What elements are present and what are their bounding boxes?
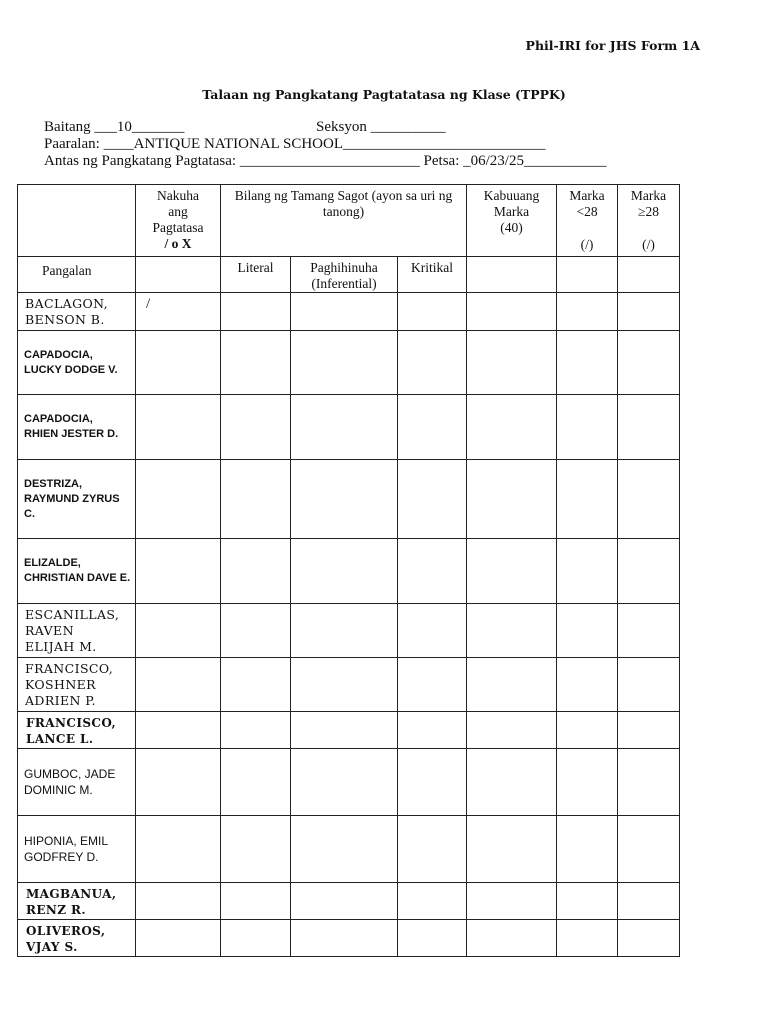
header-paghihinuha: Paghihinuha (Inferential) xyxy=(291,257,398,293)
kabuuang-cell[interactable] xyxy=(467,883,557,920)
paghihinuha-cell[interactable] xyxy=(291,604,398,658)
table-row xyxy=(18,331,680,395)
header-row-2 xyxy=(18,257,680,293)
student-name: GUMBOC, JADE DOMINIC M. xyxy=(18,749,136,816)
header-blank-2 xyxy=(136,257,221,293)
kritikal-cell[interactable] xyxy=(398,395,467,460)
marka-below-28-cell[interactable] xyxy=(557,816,618,883)
marka-below-28-cell[interactable] xyxy=(557,395,618,460)
literal-cell[interactable] xyxy=(221,712,291,749)
table-row xyxy=(18,395,680,460)
kritikal-cell[interactable] xyxy=(398,749,467,816)
header-row-1 xyxy=(18,185,680,257)
table-row xyxy=(18,658,680,712)
table-row xyxy=(18,920,680,957)
marka-28-above-cell[interactable] xyxy=(618,395,680,460)
table-row xyxy=(18,539,680,604)
paaralan-label: Paaralan: xyxy=(44,136,104,152)
literal-cell[interactable] xyxy=(221,816,291,883)
baitang-value: ___10_______ xyxy=(94,119,185,135)
kritikal-cell[interactable] xyxy=(398,816,467,883)
marka-28-above-cell[interactable] xyxy=(618,712,680,749)
kritikal-cell[interactable] xyxy=(398,604,467,658)
marka-below-28-cell[interactable] xyxy=(557,539,618,604)
marka-28-above-cell[interactable] xyxy=(618,749,680,816)
literal-cell[interactable] xyxy=(221,331,291,395)
header-literal: Literal xyxy=(221,257,291,293)
marka-28-above-cell[interactable] xyxy=(618,920,680,957)
marka-28-above-cell[interactable] xyxy=(618,604,680,658)
literal-cell[interactable] xyxy=(221,883,291,920)
literal-cell[interactable] xyxy=(221,539,291,604)
paghihinuha-cell[interactable] xyxy=(291,712,398,749)
student-name: ESCANILLAS, RAVEN ELIJAH M. xyxy=(18,604,136,658)
nakuha-cell[interactable] xyxy=(136,749,221,816)
paghihinuha-cell[interactable] xyxy=(291,920,398,957)
literal-cell[interactable] xyxy=(221,460,291,539)
marka-below-28-cell[interactable] xyxy=(557,658,618,712)
literal-cell[interactable] xyxy=(221,604,291,658)
table-row xyxy=(18,604,680,658)
table-row xyxy=(18,712,680,749)
kabuuang-cell[interactable] xyxy=(467,460,557,539)
table-row xyxy=(18,293,680,331)
marka-below-28-cell[interactable] xyxy=(557,920,618,957)
antas-value: ________________________ xyxy=(239,153,420,169)
header-kabuuang: Kabuuang Marka (40) xyxy=(467,185,557,257)
header-nakuha: Nakuha ang Pagtatasa / o X xyxy=(136,185,221,257)
table-row xyxy=(18,460,680,539)
kritikal-cell[interactable] xyxy=(398,460,467,539)
marka-28-above-cell[interactable] xyxy=(618,883,680,920)
table-row xyxy=(18,816,680,883)
baitang-label: Baitang xyxy=(44,119,95,135)
paghihinuha-cell[interactable] xyxy=(291,293,398,331)
header-pangalan: Pangalan xyxy=(18,257,136,293)
nakuha-cell[interactable] xyxy=(136,395,221,460)
header-blank-4 xyxy=(557,257,618,293)
kabuuang-cell[interactable] xyxy=(467,539,557,604)
marka-below-28-cell[interactable] xyxy=(557,604,618,658)
table-row xyxy=(18,883,680,920)
nakuha-cell[interactable] xyxy=(136,712,221,749)
nakuha-cell[interactable] xyxy=(136,331,221,395)
kabuuang-cell[interactable] xyxy=(467,293,557,331)
paaralan-value: ____ANTIQUE NATIONAL SCHOOL___________________________ xyxy=(103,136,546,152)
literal-cell[interactable] xyxy=(221,293,291,331)
paghihinuha-cell[interactable] xyxy=(291,460,398,539)
kabuuang-cell[interactable] xyxy=(467,331,557,395)
kritikal-cell[interactable] xyxy=(398,920,467,957)
marka-28-above-cell[interactable] xyxy=(618,539,680,604)
literal-cell[interactable] xyxy=(221,749,291,816)
marka-28-above-cell[interactable] xyxy=(618,460,680,539)
nakuha-cell[interactable] xyxy=(136,539,221,604)
header-bilang: Bilang ng Tamang Sagot (ayon sa uri ng tanong) xyxy=(221,185,467,257)
marka-below-28-cell[interactable] xyxy=(557,712,618,749)
literal-cell[interactable] xyxy=(221,658,291,712)
form-id: Phil-IRI for JHS Form 1A xyxy=(525,38,700,53)
paghihinuha-cell[interactable] xyxy=(291,658,398,712)
student-name: FRANCISCO, KOSHNER ADRIEN P. xyxy=(18,658,136,712)
student-name: FRANCISCO, LANCE L. xyxy=(18,712,136,749)
header-marka-28-above: Marka ≥28 (/) xyxy=(618,185,680,257)
kritikal-cell[interactable] xyxy=(398,331,467,395)
antas-label: Antas ng Pangkatang Pagtatasa: xyxy=(44,153,240,169)
header-kritikal: Kritikal xyxy=(398,257,467,293)
paghihinuha-cell[interactable] xyxy=(291,331,398,395)
kritikal-cell[interactable] xyxy=(398,712,467,749)
antas-line xyxy=(44,153,606,170)
student-name: HIPONIA, EMIL GODFREY D. xyxy=(18,816,136,883)
student-name: DESTRIZA, RAYMUND ZYRUS C. xyxy=(18,460,136,539)
baitang-line xyxy=(44,119,184,136)
student-name: CAPADOCIA, LUCKY DODGE V. xyxy=(18,331,136,395)
paghihinuha-cell[interactable] xyxy=(291,539,398,604)
kritikal-cell[interactable] xyxy=(398,293,467,331)
kabuuang-cell[interactable] xyxy=(467,920,557,957)
marka-below-28-cell[interactable] xyxy=(557,331,618,395)
kabuuang-cell[interactable] xyxy=(467,658,557,712)
literal-cell[interactable] xyxy=(221,920,291,957)
nakuha-cell[interactable] xyxy=(136,883,221,920)
kritikal-cell[interactable] xyxy=(398,883,467,920)
header-marka-below-28: Marka <28 (/) xyxy=(557,185,618,257)
nakuha-cell[interactable]: / xyxy=(136,293,221,331)
student-name: OLIVEROS, VJAY S. xyxy=(18,920,136,957)
marka-below-28-cell[interactable] xyxy=(557,883,618,920)
kabuuang-cell[interactable] xyxy=(467,604,557,658)
student-name: MAGBANUA, RENZ R. xyxy=(18,883,136,920)
petsa-value: _06/23/25___________ xyxy=(463,153,607,169)
paghihinuha-cell[interactable] xyxy=(291,749,398,816)
nakuha-cell[interactable] xyxy=(136,920,221,957)
header-blank-3 xyxy=(467,257,557,293)
student-name: ELIZALDE, CHRISTIAN DAVE E. xyxy=(18,539,136,604)
tppk-table xyxy=(17,184,680,957)
table-row xyxy=(18,749,680,816)
kritikal-cell[interactable] xyxy=(398,658,467,712)
seksyon-value: __________ xyxy=(370,119,446,135)
marka-below-28-cell[interactable] xyxy=(557,749,618,816)
marka-28-above-cell[interactable] xyxy=(618,293,680,331)
petsa-label: Petsa: xyxy=(419,153,464,169)
paghihinuha-cell[interactable] xyxy=(291,395,398,460)
seksyon-line xyxy=(316,119,446,136)
paaralan-line xyxy=(44,136,545,153)
student-name: CAPADOCIA, RHIEN JESTER D. xyxy=(18,395,136,460)
paghihinuha-cell[interactable] xyxy=(291,883,398,920)
kabuuang-cell[interactable] xyxy=(467,712,557,749)
nakuha-cell[interactable] xyxy=(136,604,221,658)
marka-28-above-cell[interactable] xyxy=(618,331,680,395)
header-blank-5 xyxy=(618,257,680,293)
kritikal-cell[interactable] xyxy=(398,539,467,604)
marka-28-above-cell[interactable] xyxy=(618,816,680,883)
marka-below-28-cell[interactable] xyxy=(557,460,618,539)
document-title: Talaan ng Pangkatang Pagtatatasa ng Klase (TPPK) xyxy=(202,87,566,102)
seksyon-label: Seksyon xyxy=(316,119,371,135)
header-blank xyxy=(18,185,136,257)
kabuuang-cell[interactable] xyxy=(467,749,557,816)
kabuuang-cell[interactable] xyxy=(467,816,557,883)
literal-cell[interactable] xyxy=(221,395,291,460)
nakuha-cell[interactable] xyxy=(136,816,221,883)
student-name: BACLAGON, BENSON B. xyxy=(18,293,136,331)
marka-28-above-cell[interactable] xyxy=(618,658,680,712)
marka-below-28-cell[interactable] xyxy=(557,293,618,331)
nakuha-cell[interactable] xyxy=(136,658,221,712)
paghihinuha-cell[interactable] xyxy=(291,816,398,883)
nakuha-cell[interactable] xyxy=(136,460,221,539)
kabuuang-cell[interactable] xyxy=(467,395,557,460)
